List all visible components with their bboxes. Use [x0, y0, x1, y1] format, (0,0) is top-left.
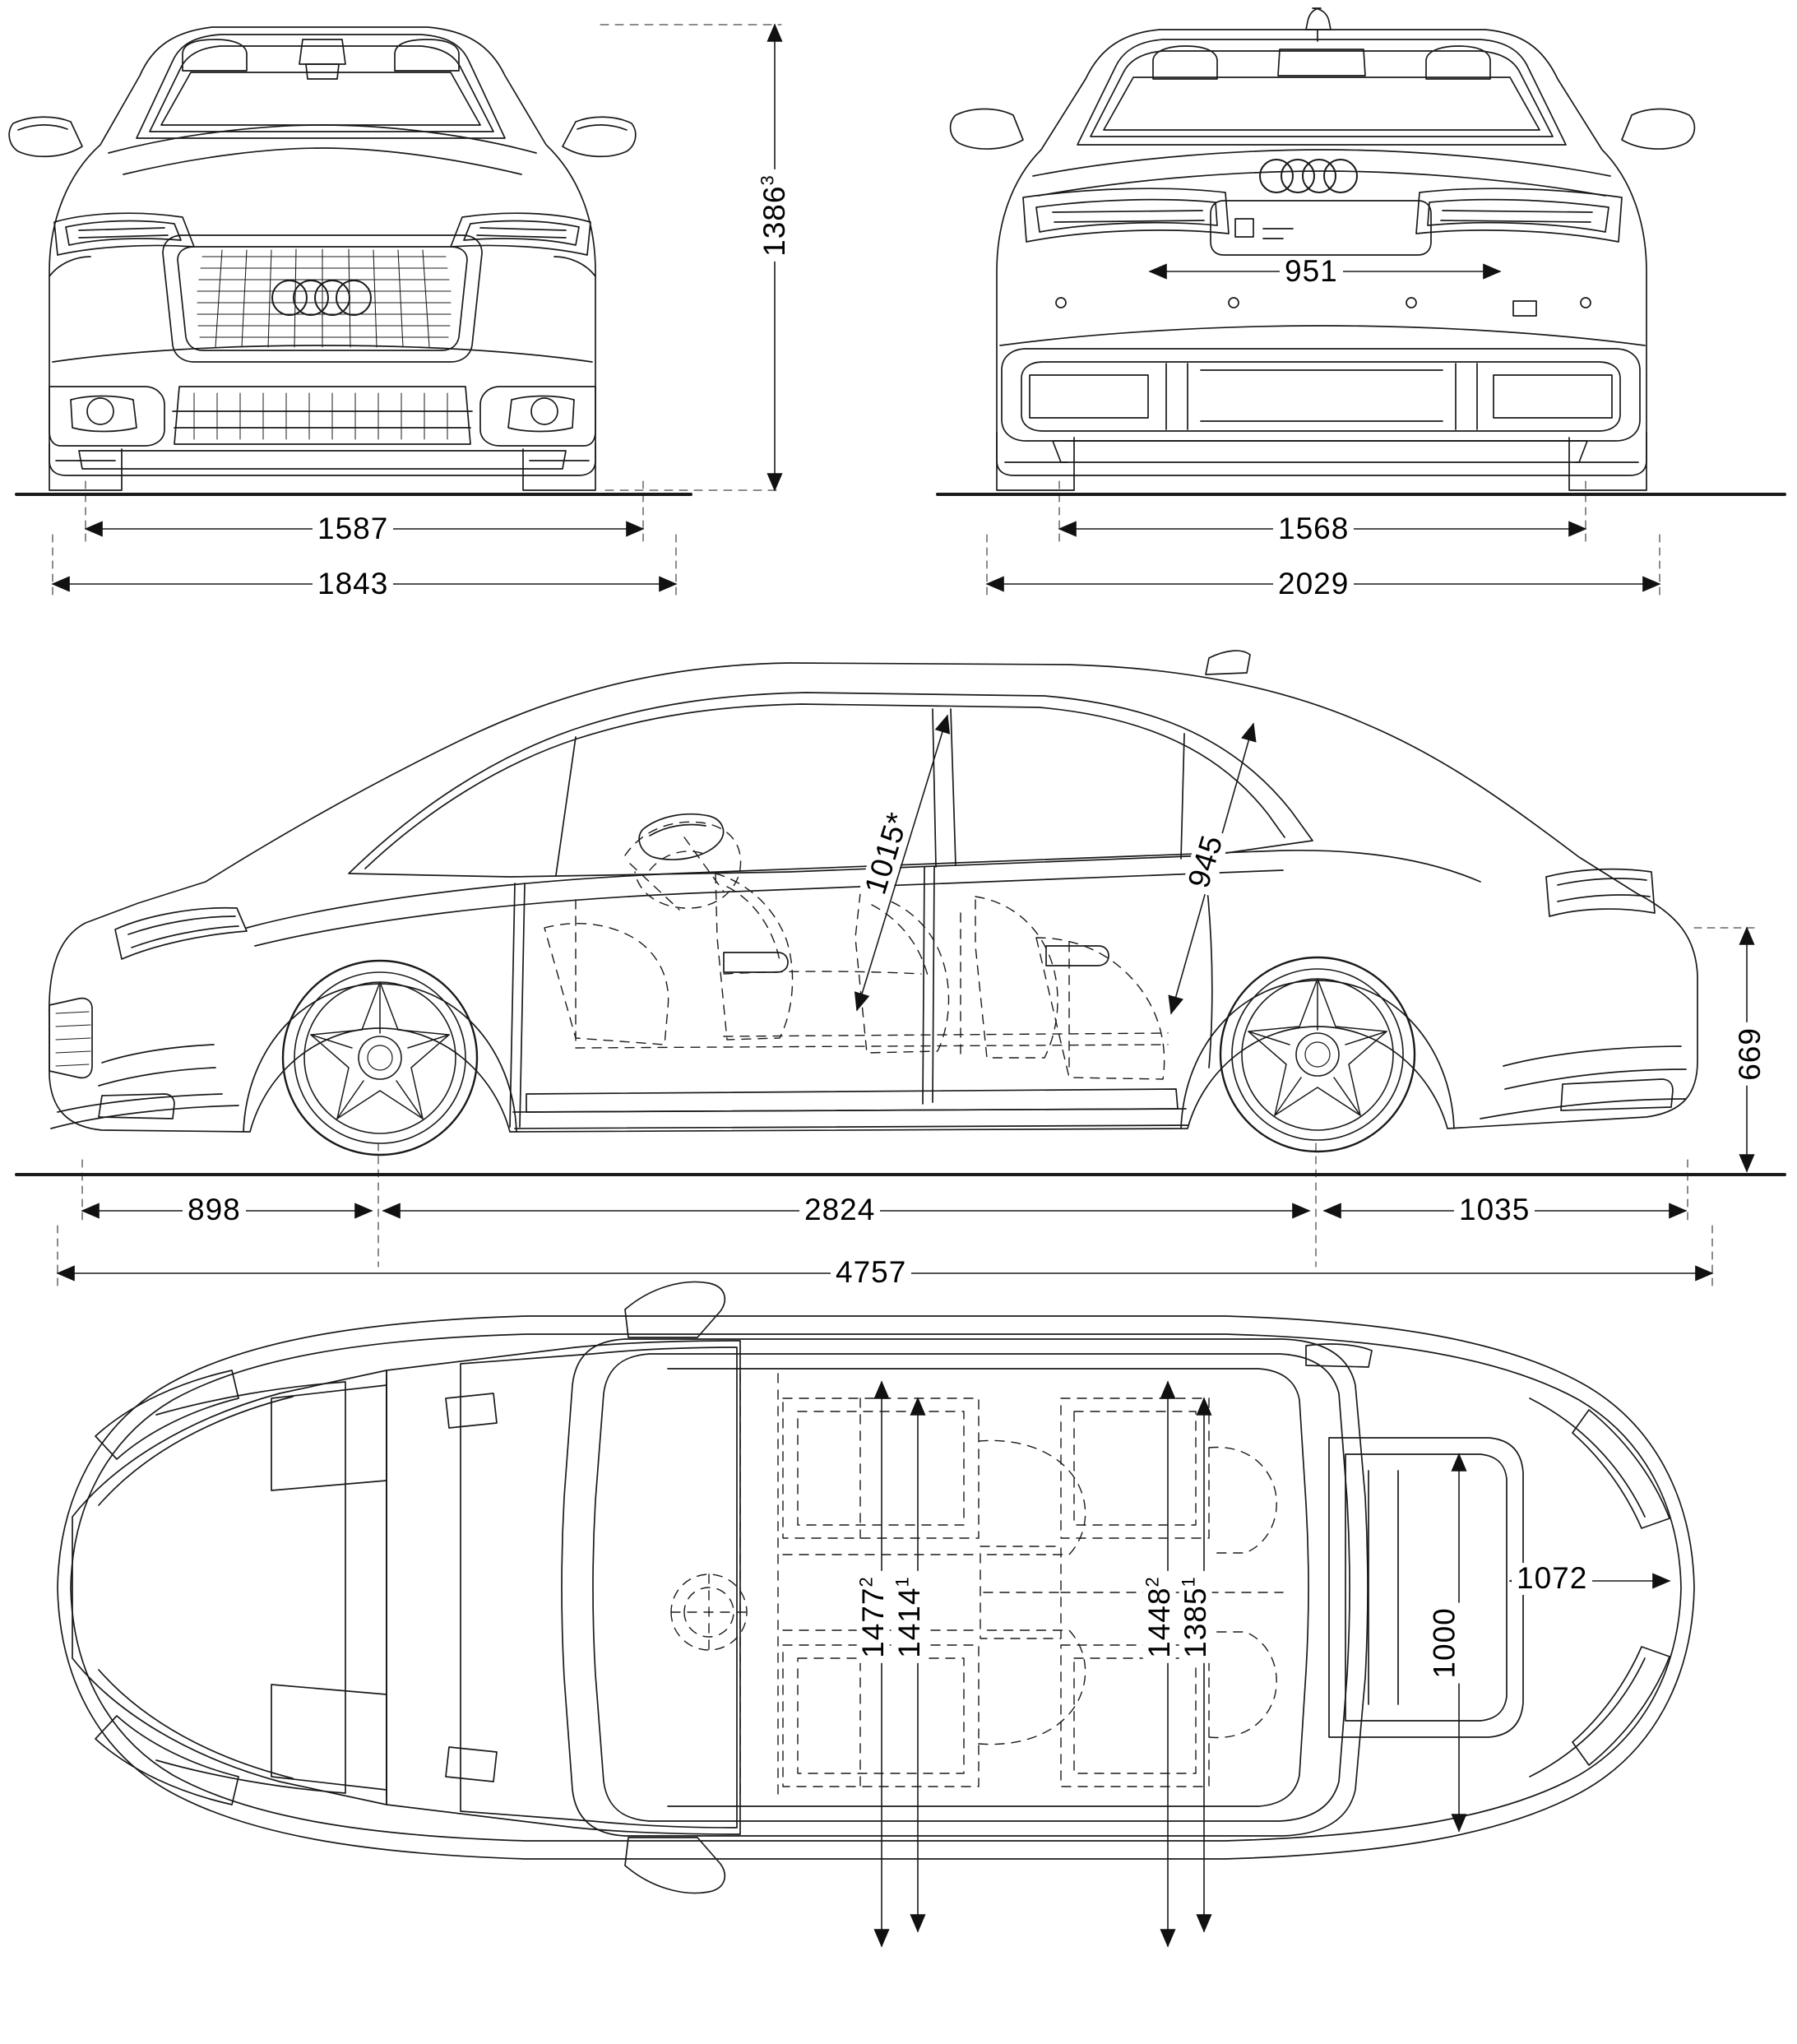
dim-elbow-front: 1414$^1$	[893, 1571, 926, 1663]
dim-shoulder-rear: 1448$^2$	[1143, 1571, 1176, 1663]
dim-front-height: 1386$^3$	[758, 169, 791, 262]
dim-elbow-rear: 1385$^1$	[1179, 1571, 1212, 1663]
dim-rear-width-mirrors: 2029	[1273, 568, 1354, 600]
front-view-dimensions	[53, 25, 781, 597]
dim-rear-overhang: 1035	[1454, 1194, 1535, 1226]
dim-side-rear-height: 669	[1734, 1022, 1767, 1086]
dim-front-track: 1587	[313, 513, 393, 545]
rear-view-art	[938, 8, 1785, 494]
dim-load-aperture: 1072	[1512, 1563, 1592, 1595]
dim-front-overhang: 898	[183, 1194, 246, 1226]
dim-side-headroom-rear: 945	[1182, 827, 1231, 897]
top-view-dimensions	[882, 1382, 1670, 1946]
dim-rear-track: 1568	[1273, 513, 1354, 545]
rear-view-dimensions	[987, 271, 1660, 597]
dim-shoulder-front: 1477$^2$	[857, 1571, 890, 1663]
front-view-art	[9, 27, 691, 494]
dim-rear-opening: 951	[1280, 256, 1343, 288]
dim-load-floor: 1000	[1429, 1602, 1461, 1683]
dim-overall-length: 4757	[831, 1257, 911, 1289]
dim-side-headroom-front: 1015*	[859, 804, 916, 902]
dim-wheelbase: 2824	[799, 1194, 880, 1226]
dim-front-width: 1843	[313, 568, 393, 600]
side-view-art	[16, 651, 1785, 1175]
